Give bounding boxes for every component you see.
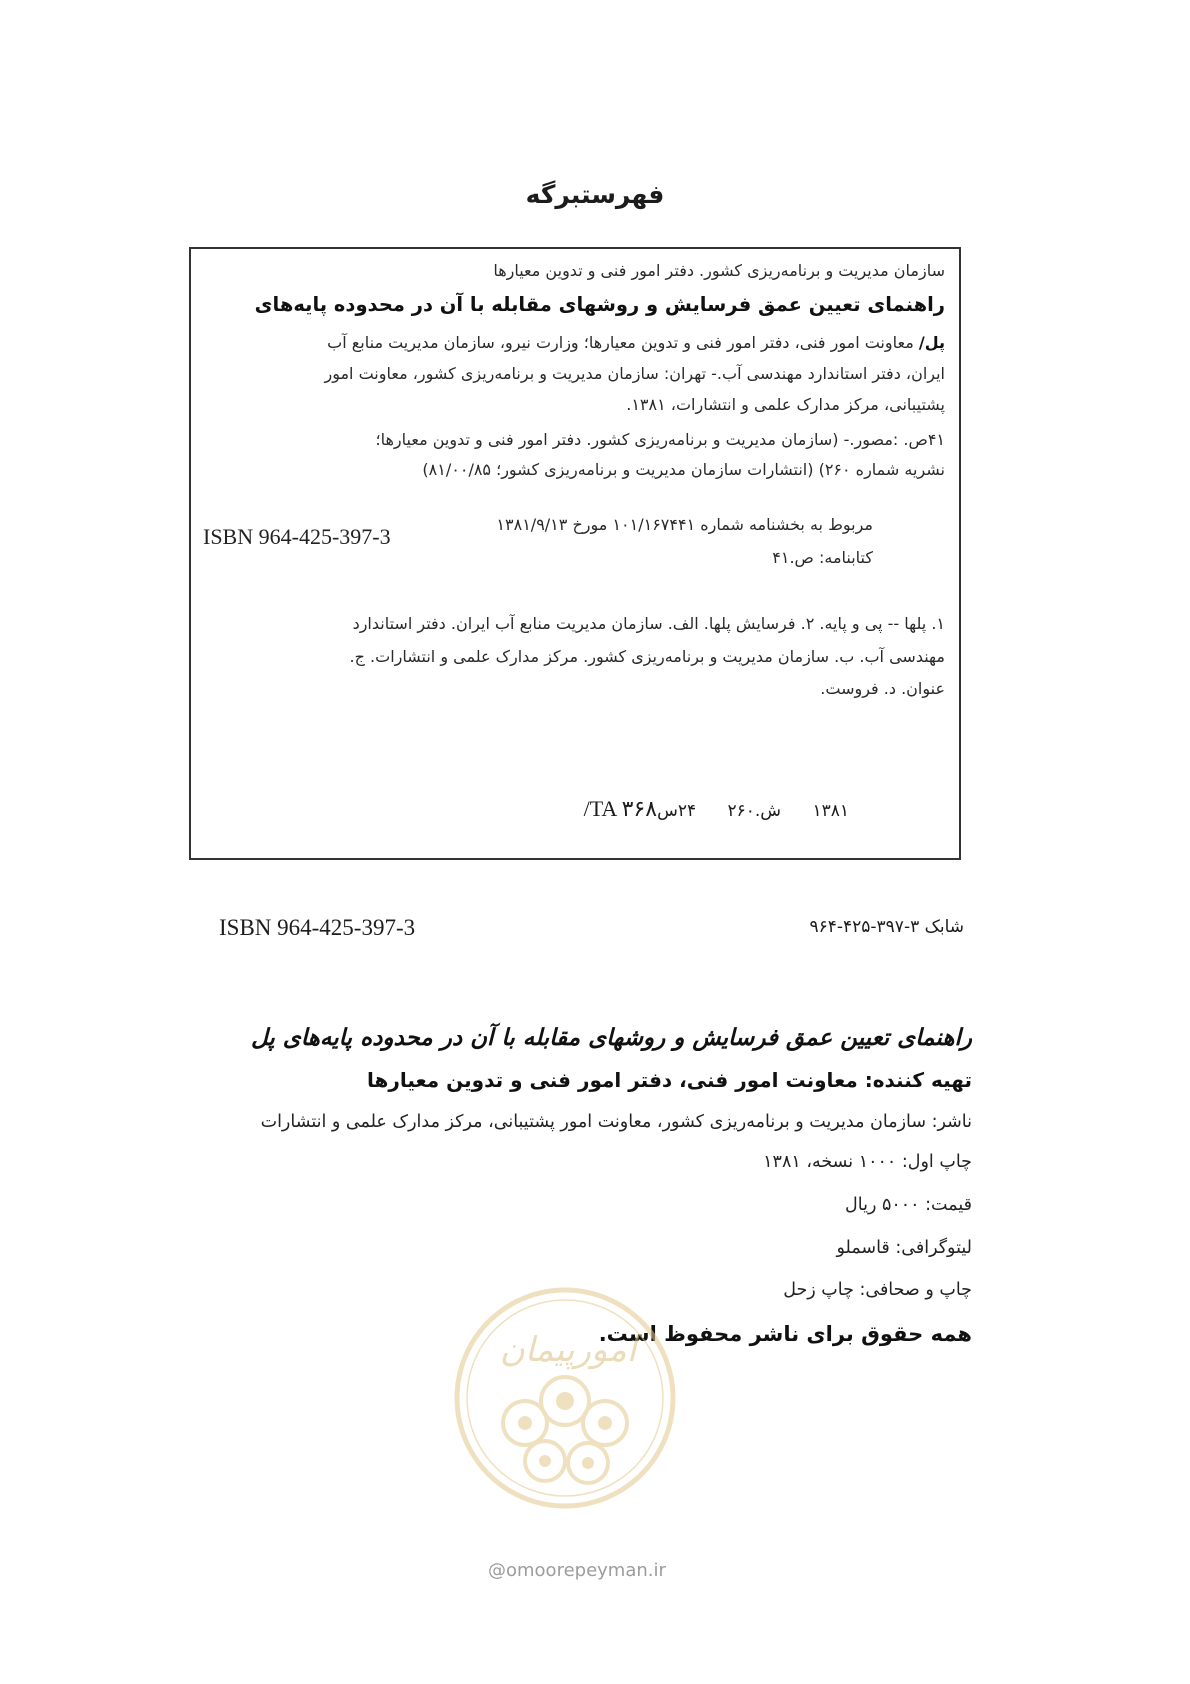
cip-isbn: ISBN 964-425-397-3 (203, 524, 391, 549)
cip-title-end: پل/ (918, 333, 945, 352)
cip-bibliography-note: کتابنامه: ص.۴۱ (772, 548, 873, 567)
isbn-latin: ISBN 964-425-397-3 (219, 915, 416, 940)
imprint-publisher: ناشر: سازمان مدیریت و برنامه‌ریزی کشور، معاونت امور پشتیبانی، مرکز مدارک علمی و انتشارات (260, 1112, 972, 1132)
class-cutter: ۲۴س (657, 801, 697, 821)
isbn-persian: شابک ۳-۳۹۷-۴۲۵-۹۶۴ (809, 917, 964, 937)
watermark-seal (450, 1283, 680, 1513)
cip-circular-note: مربوط به بخشنامه شماره ۱۰۱/۱۶۷۴۴۱ مورخ ۱۳۸۱/۹/۱۳ (496, 515, 873, 534)
imprint-title: راهنمای تعیین عمق فرسایش و روشهای مقابله با آن در محدوده پایه‌های پل (250, 1025, 972, 1051)
cip-corporate-author: سازمان مدیریت و برنامه‌ریزی کشور. دفتر امور فنی و تدوین معیارها (493, 261, 945, 280)
cip-responsibility-text: معاونت امور فنی، دفتر امور فنی و تدوین معیارها؛ وزارت نیرو، سازمان مدیریت منابع آب (327, 333, 919, 352)
page-title: فهرستبرگه (525, 180, 665, 209)
class-series: ش.۲۶۰ (727, 801, 782, 821)
cip-publication-line: ایران، دفتر استاندارد مهندسی آب.- تهران: سازمان مدیریت و برنامه‌ریزی کشور، معاونت امور (324, 364, 945, 383)
imprint-lithography: لیتوگرافی: قاسملو (836, 1238, 972, 1258)
cataloging-record-box (189, 247, 961, 860)
cip-responsibility-line (203, 333, 945, 352)
cip-physical-description: ۴۱ص. :مصور.- (سازمان مدیریت و برنامه‌ریزی کشور. دفتر امور فنی و تدوین معیارها؛ (375, 430, 945, 449)
imprint-prepared-by: تهیه کننده: معاونت امور فنی، دفتر امور فنی و تدوین معیارها (366, 1068, 972, 1092)
imprint-price: قیمت: ۵۰۰۰ ریال (845, 1195, 972, 1215)
cip-subjects-line-1: ۱. پلها -- پی و پایه. ۲. فرسایش پلها. الف. سازمان مدیریت منابع آب ایران. دفتر استاندارد (352, 614, 945, 633)
class-ta: TA ۳۶۸/ (583, 796, 658, 821)
cip-publisher-line: پشتیبانی، مرکز مدارک علمی و انتشارات، ۱۳۸۱. (626, 395, 945, 414)
class-year: ۱۳۸۱ (812, 801, 849, 821)
imprint-printing: چاپ و صحافی: چاپ زحل (783, 1280, 972, 1300)
imprint-rights: همه حقوق برای ناشر محفوظ است. (598, 1322, 972, 1346)
cip-subjects-line-2: مهندسی آب. ب. سازمان مدیریت و برنامه‌ریزی کشور. مرکز مدارک علمی و انتشارات. ج. (349, 647, 945, 666)
watermark-website: @omoorepeyman.ir (488, 1560, 666, 1581)
cip-subjects-line-3: عنوان. د. فروست. (820, 679, 945, 698)
cip-title-line: راهنمای تعیین عمق فرسایش و روشهای مقابله با آن در محدوده پایه‌های (254, 293, 945, 316)
cip-series-line: نشریه شماره ۲۶۰) (انتشارات سازمان مدیریت و برنامه‌ریزی کشور؛ ۸۱/۰۰/۸۵) (422, 460, 945, 479)
cip-classification (584, 796, 849, 822)
watermark-script: امورپیمان (499, 1330, 637, 1370)
imprint-edition: چاپ اول: ۱۰۰۰ نسخه، ۱۳۸۱ (763, 1152, 972, 1172)
